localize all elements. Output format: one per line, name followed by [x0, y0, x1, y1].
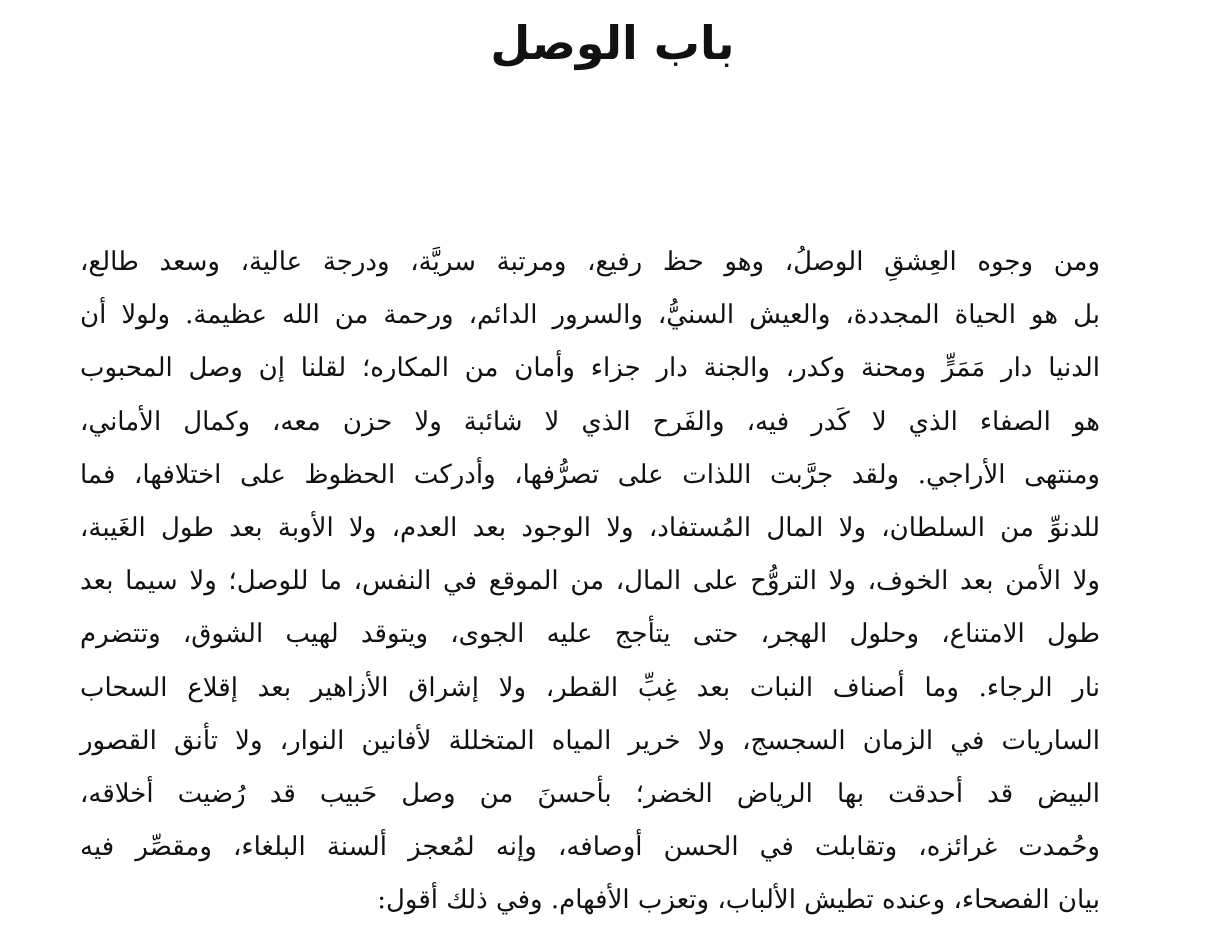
paragraph-line: البيض قد أحدقت بها الرياض الخضر؛ بأحسنَ من وصل حَبيب قد رُضيت أخلاقه، — [80, 778, 1100, 809]
paragraph-line: بل هو الحياة المجددة، والعيش السنيُّ، والسرور الدائم، ورحمة من الله عظيمة. ولولا أن — [80, 300, 1100, 331]
paragraph-line: ولا الأمن بعد الخوف، ولا التروُّح على المال، من الموقع في النفس، ما للوصل؛ ولا سيما بعد — [80, 566, 1100, 597]
paragraph-line: الساريات في الزمان السجسج، ولا خرير المياه المتخللة لأفانين النوار، ولا تأنق القصور — [80, 725, 1100, 756]
paragraph-line: الدنيا دار مَمَرٍّ ومحنة وكدر، والجنة دار جزاء وأمان من المكاره؛ لقلنا إن وصل المحبوب — [80, 353, 1100, 384]
chapter-body — [80, 236, 1100, 927]
paragraph-line: ومنتهى الأراجي. ولقد جرَّبت اللذات على تصرُّفها، وأدركت الحظوظ على اختلافها، فما — [80, 459, 1100, 490]
paragraph-line: وحُمدت غرائزه، وتقابلت في الحسن أوصافه، وإنه لمُعجز ألسنة البلغاء، ومقصِّر فيه — [80, 832, 1100, 863]
paragraph-line-last: بيان الفصحاء، وعنده تطيش الألباب، وتعزب الأفهام. وفي ذلك أقول: — [377, 885, 1100, 916]
paragraph-line: هو الصفاء الذي لا كَدر فيه، والفَرح الذي لا شائبة ولا حزن معه، وكمال الأماني، — [80, 406, 1100, 437]
chapter-title: باب الوصل — [490, 16, 735, 70]
paragraph-line: ومن وجوه العِشقِ الوصلُ، وهو حظ رفيع، ومرتبة سريَّة، ودرجة عالية، وسعد طالع، — [80, 247, 1100, 277]
paragraph-line: نار الرجاء. وما أصناف النبات بعد غِبِّ القطر، ولا إشراق الأزاهير بعد إقلاع السحاب — [80, 672, 1101, 703]
paragraph-line: طول الامتناع، وحلول الهجر، حتى يتأجج عليه الجوى، ويتوقد لهيب الشوق، وتتضرم — [80, 619, 1100, 650]
paragraph-line: للدنوِّ من السلطان، ولا المال المُستفاد، ولا الوجود بعد العدم، ولا الأوبة بعد طول الغَيبة، — [80, 512, 1100, 543]
